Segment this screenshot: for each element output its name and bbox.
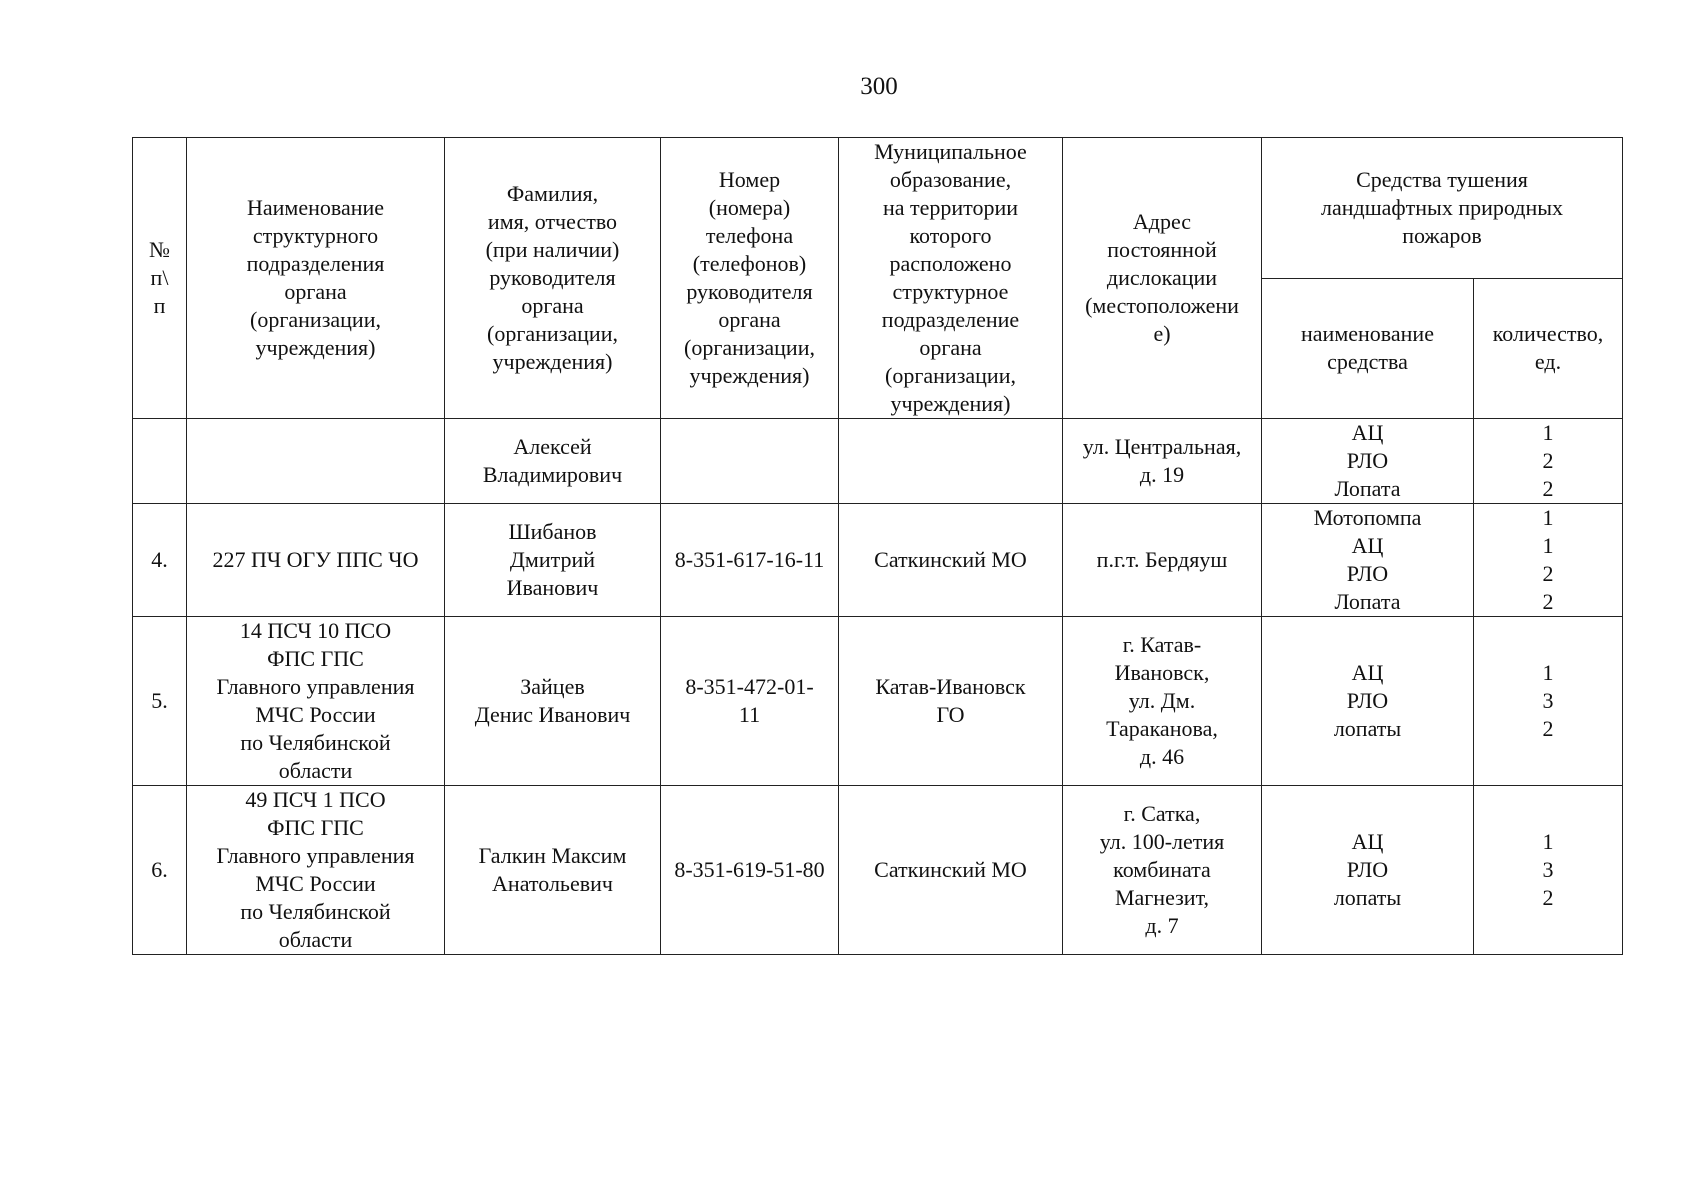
- cell-address: ул. Центральная, д. 19: [1063, 419, 1262, 504]
- header-number: № п\ п: [133, 138, 187, 419]
- header-unit-name: Наименование структурного подразделения органа (организации, учреждения): [187, 138, 445, 419]
- table-row: [133, 617, 1623, 786]
- cell-qty: 1 2 2: [1474, 419, 1623, 504]
- cell-municipality: Саткинский МО: [839, 504, 1063, 617]
- header-phone: Номер (номера) телефона (телефонов) руководителя органа (организации, учреждения): [661, 138, 839, 419]
- table-row: [133, 504, 1623, 617]
- page-number: 300: [860, 73, 898, 100]
- cell-head-name: Галкин Максим Анатольевич: [445, 786, 661, 955]
- cell-unit-name: 49 ПСЧ 1 ПСО ФПС ГПС Главного управления МЧС России по Челябинской области: [187, 786, 445, 955]
- cell-means: АЦ РЛО Лопата: [1262, 419, 1474, 504]
- cell-unit-name: 14 ПСЧ 10 ПСО ФПС ГПС Главного управления МЧС России по Челябинской области: [187, 617, 445, 786]
- cell-number: 6.: [133, 786, 187, 955]
- header-means-qty: количество, ед.: [1474, 278, 1623, 419]
- cell-qty: 1 3 2: [1474, 786, 1623, 955]
- cell-head-name: Алексей Владимирович: [445, 419, 661, 504]
- cell-address: г. Катав- Ивановск, ул. Дм. Тараканова, д. 46: [1063, 617, 1262, 786]
- cell-number: 5.: [133, 617, 187, 786]
- cell-phone: 8-351-472-01- 11: [661, 617, 839, 786]
- table-header-row: [133, 138, 1623, 279]
- header-means-group: Средства тушения ландшафтных природных пожаров: [1262, 138, 1623, 279]
- table-row: [133, 419, 1623, 504]
- header-means-name: наименование средства: [1262, 278, 1474, 419]
- cell-number: [133, 419, 187, 504]
- cell-municipality: [839, 419, 1063, 504]
- header-head-name: Фамилия, имя, отчество (при наличии) руководителя органа (организации, учреждения): [445, 138, 661, 419]
- cell-number: 4.: [133, 504, 187, 617]
- cell-means: Мотопомпа АЦ РЛО Лопата: [1262, 504, 1474, 617]
- cell-municipality: Катав-Ивановск ГО: [839, 617, 1063, 786]
- cell-phone: 8-351-617-16-11: [661, 504, 839, 617]
- cell-qty: 1 1 2 2: [1474, 504, 1623, 617]
- fire-units-table: [132, 137, 1623, 955]
- header-address: Адрес постоянной дислокации (местоположени е): [1063, 138, 1262, 419]
- cell-head-name: Зайцев Денис Иванович: [445, 617, 661, 786]
- cell-means: АЦ РЛО лопаты: [1262, 617, 1474, 786]
- cell-unit-name: [187, 419, 445, 504]
- cell-phone: 8-351-619-51-80: [661, 786, 839, 955]
- cell-means: АЦ РЛО лопаты: [1262, 786, 1474, 955]
- cell-qty: 1 3 2: [1474, 617, 1623, 786]
- cell-address: п.г.т. Бердяуш: [1063, 504, 1262, 617]
- cell-head-name: Шибанов Дмитрий Иванович: [445, 504, 661, 617]
- cell-phone: [661, 419, 839, 504]
- cell-municipality: Саткинский МО: [839, 786, 1063, 955]
- cell-unit-name: 227 ПЧ ОГУ ППС ЧО: [187, 504, 445, 617]
- table-row: [133, 786, 1623, 955]
- header-municipality: Муниципальное образование, на территории которого расположено структурное подразделение органа (организации, учреждения): [839, 138, 1063, 419]
- cell-address: г. Сатка, ул. 100-летия комбината Магнезит, д. 7: [1063, 786, 1262, 955]
